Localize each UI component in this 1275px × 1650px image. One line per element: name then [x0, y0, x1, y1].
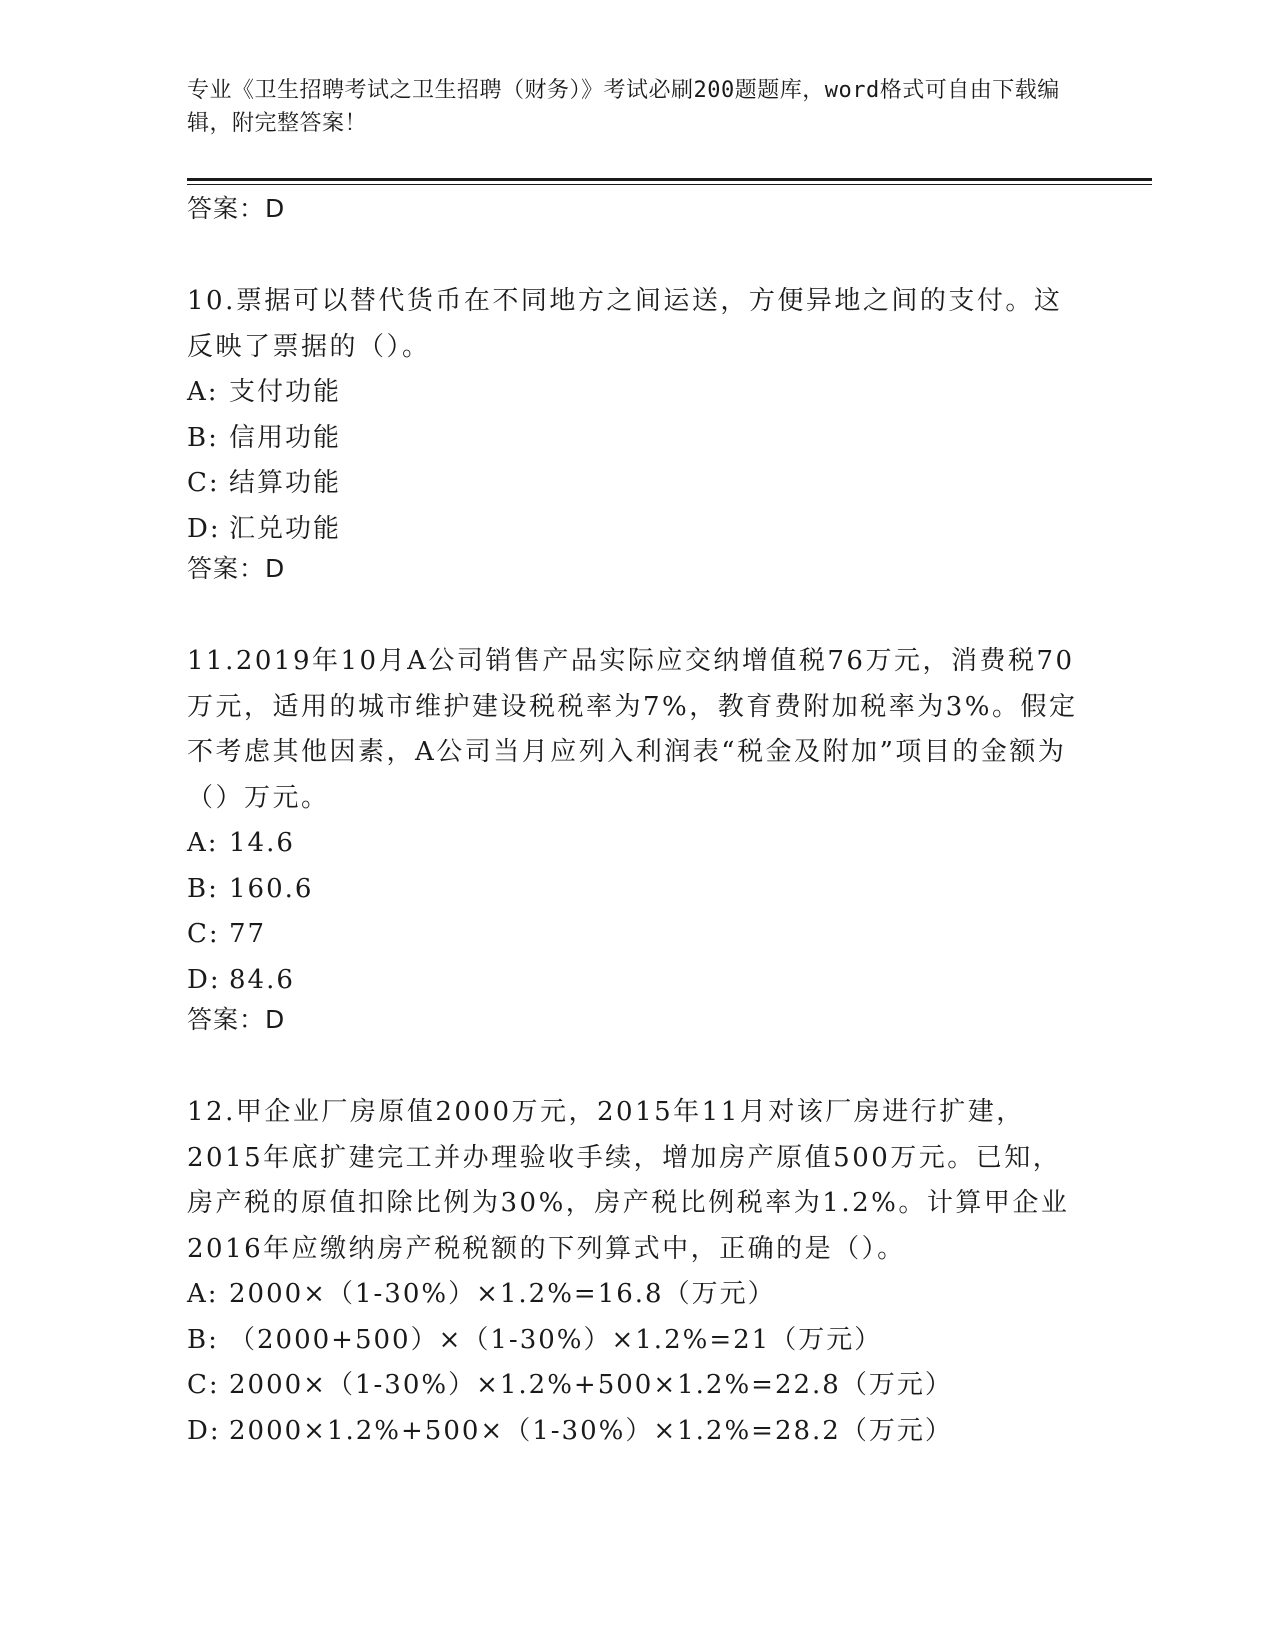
- option-letter: A:: [187, 377, 219, 407]
- question-list: [187, 192, 1087, 1454]
- option-a: [187, 1272, 1087, 1318]
- option-letter: A:: [187, 1279, 219, 1309]
- option-c: [187, 461, 1087, 507]
- answer-label: 答案：D: [187, 1005, 286, 1034]
- option-text: 77: [229, 919, 267, 949]
- question-item: [187, 639, 1087, 1037]
- option-letter: C:: [187, 1370, 220, 1400]
- option-text: 14.6: [229, 828, 295, 858]
- option-letter: B:: [187, 1324, 219, 1355]
- option-letter: A:: [187, 828, 219, 858]
- option-text: 支付功能: [229, 377, 342, 407]
- question-text: 11.2019年10月A公司销售产品实际应交纳增值税76万元，消费税70万元，适用的城市维护建设税税率为7%，教育费附加税率为3%。假定不考虑其他因素，A公司当月应列入利润表“税金及附加”项目的金额为（）万元。: [187, 646, 1078, 813]
- option-b: [187, 1318, 1087, 1364]
- option-text: 信用功能: [229, 422, 342, 453]
- option-letter: D:: [187, 964, 221, 995]
- option-d: [187, 1409, 1087, 1455]
- option-letter: B:: [187, 873, 219, 904]
- option-b: [187, 416, 1087, 462]
- option-text: 2000×1.2%+500×（1-30%）×1.2%=28.2（万元）: [229, 1415, 953, 1446]
- option-letter: C:: [187, 919, 220, 949]
- option-text: 2000×（1-30%）×1.2%+500×1.2%=22.8（万元）: [229, 1370, 953, 1400]
- option-d: [187, 507, 1087, 553]
- option-b: [187, 867, 1087, 913]
- option-a: [187, 821, 1087, 867]
- option-c: [187, 1363, 1087, 1409]
- header-divider: [187, 178, 1152, 181]
- option-letter: B:: [187, 422, 219, 453]
- answer-label: 答案：D: [187, 194, 286, 223]
- option-letter: C:: [187, 468, 220, 498]
- option-c: [187, 912, 1087, 958]
- option-text: 84.6: [229, 964, 295, 995]
- option-letter: D:: [187, 1415, 221, 1446]
- question-text: 10.票据可以替代货币在不同地方之间运送，方便异地之间的支付。这反映了票据的（）。: [187, 286, 1063, 362]
- answer-label: 答案：D: [187, 554, 286, 583]
- option-letter: D:: [187, 513, 221, 544]
- document-header: 专业《卫生招聘考试之卫生招聘（财务）》考试必刷200题题库，word格式可自由下载编辑，附完整答案！: [187, 78, 1060, 136]
- option-text: 2000×（1-30%）×1.2%=16.8（万元）: [229, 1279, 776, 1309]
- header-divider-thin: [187, 184, 1152, 185]
- question-item: [187, 279, 1087, 586]
- question-item: [187, 1090, 1087, 1454]
- question-text: 12.甲企业厂房原值2000万元，2015年11月对该厂房进行扩建，2015年底扩建完工并办理验收手续，增加房产原值500万元。已知，房产税的原值扣除比例为30%，房产税比例税率为1.2%。计算甲企业2016年应缴纳房产税税额的下列算式中，正确的是（）。: [187, 1097, 1070, 1264]
- option-text: （2000+500）×（1-30%）×1.2%=21（万元）: [229, 1324, 883, 1355]
- option-text: 160.6: [229, 873, 314, 904]
- option-d: [187, 958, 1087, 1004]
- option-text: 汇兑功能: [229, 513, 342, 544]
- option-text: 结算功能: [229, 468, 342, 498]
- option-a: [187, 370, 1087, 416]
